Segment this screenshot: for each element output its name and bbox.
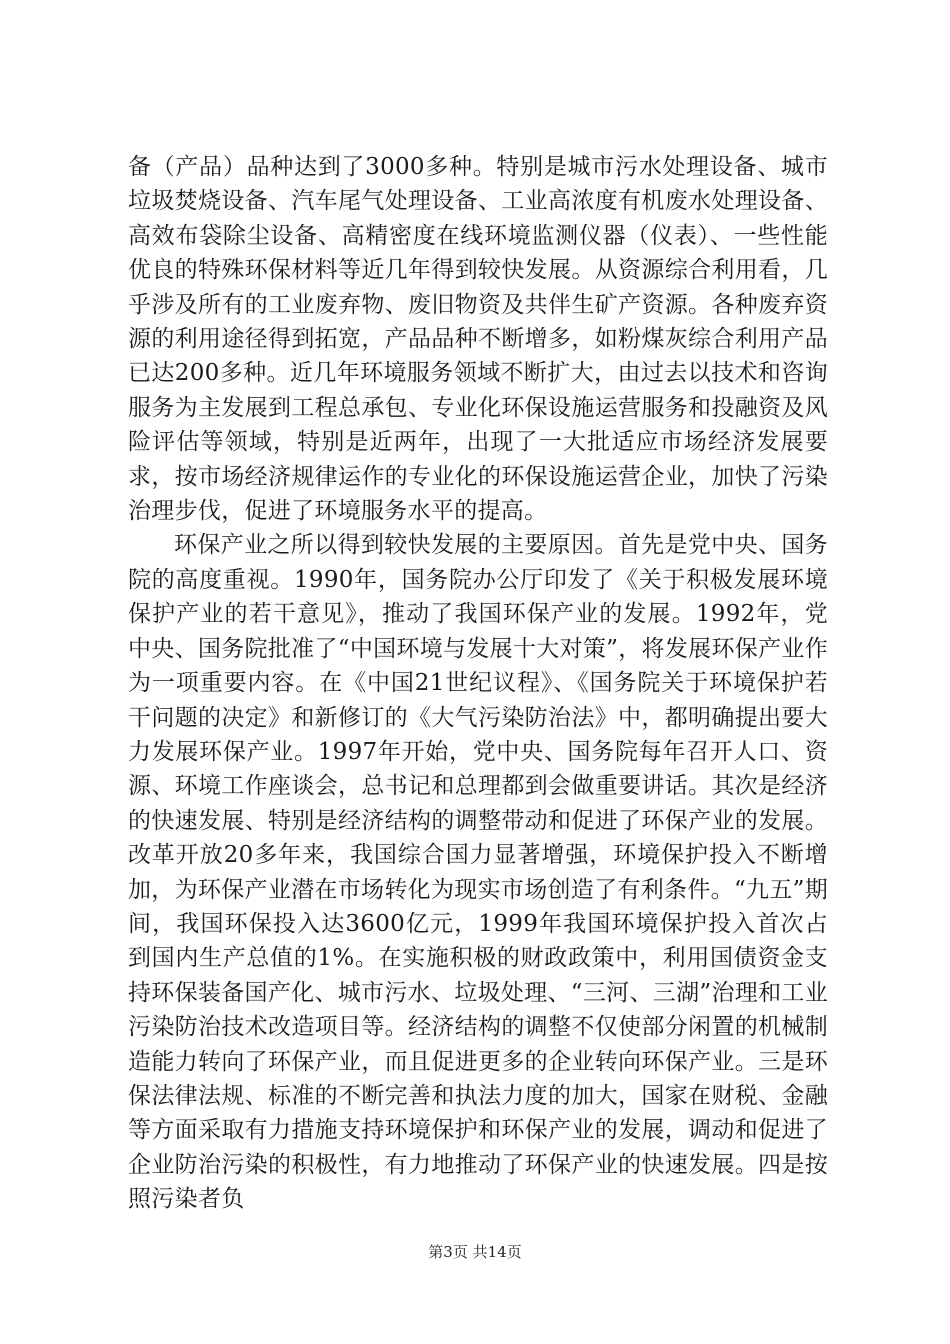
document-body <box>128 150 828 1217</box>
page-footer: 第3页 共14页 <box>428 1243 522 1261</box>
paragraph-1: 备（产品）品种达到了3000多种。特别是城市污水处理设备、城市垃圾焚烧设备、汽车尾气处理设备、工业高浓度有机废水处理设备、高效布袋除尘设备、高精密度在线环境监测仪器（仪表）、一些性能优良的特殊环保材料等近几年得到较快发展。从资源综合利用看，几乎涉及所有的工业废弃物、废旧物资及共伴生矿产资源。各种废弃资源的利用途径得到拓宽，产品品种不断增多，如粉煤灰综合利用产品已达200多种。近几年环境服务领域不断扩大，由过去以技术和咨询服务为主发展到工程总承包、专业化环保设施运营服务和投融资及风险评估等领域，特别是近两年，出现了一大批适应市场经济发展要求，按市场经济规律运作的专业化的环保设施运营企业，加快了污染治理步伐，促进了环境服务水平的提高。 <box>128 154 828 525</box>
paragraph-2: 环保产业之所以得到较快发展的主要原因。首先是党中央、国务院的高度重视。1990年，国务院办公厅印发了《关于积极发展环境保护产业的若干意见》，推动了我国环保产业的发展。1992年，党中央、国务院批准了“中国环境与发展十大对策”，将发展环保产业作为一项重要内容。在《中国21世纪议程》、《国务院关于环境保护若干问题的决定》和新修订的《大气污染防治法》中，都明确提出要大力发展环保产业。1997年开始，党中央、国务院每年召开人口、资源、环境工作座谈会，总书记和总理都到会做重要讲话。其次是经济的快速发展、特别是经济结构的调整带动和促进了环保产业的发展。改革开放20多年来，我国综合国力显著增强，环境保护投入不断增加，为环保产业潜在市场转化为现实市场创造了有利条件。“九五”期间，我国环保投入达3600亿元，1999年我国环境保护投入首次占到国内生产总值的1%。在实施积极的财政政策中，利用国债资金支持环保装备国产化、城市污水、垃圾处理、“三河、三湖”治理和工业污染防治技术改造项目等。经济结构的调整不仅使部分闲置的机械制造能力转向了环保产业，而且促进更多的企业转向环保产业。三是环保法律法规、标准的不断完善和执法力度的加大，国家在财税、金融等方面采取有力措施支持环境保护和环保产业的发展，调动和促进了企业防治污染的积极性，有力地推动了环保产业的快速发展。四是按照污染者负 <box>128 532 828 1213</box>
